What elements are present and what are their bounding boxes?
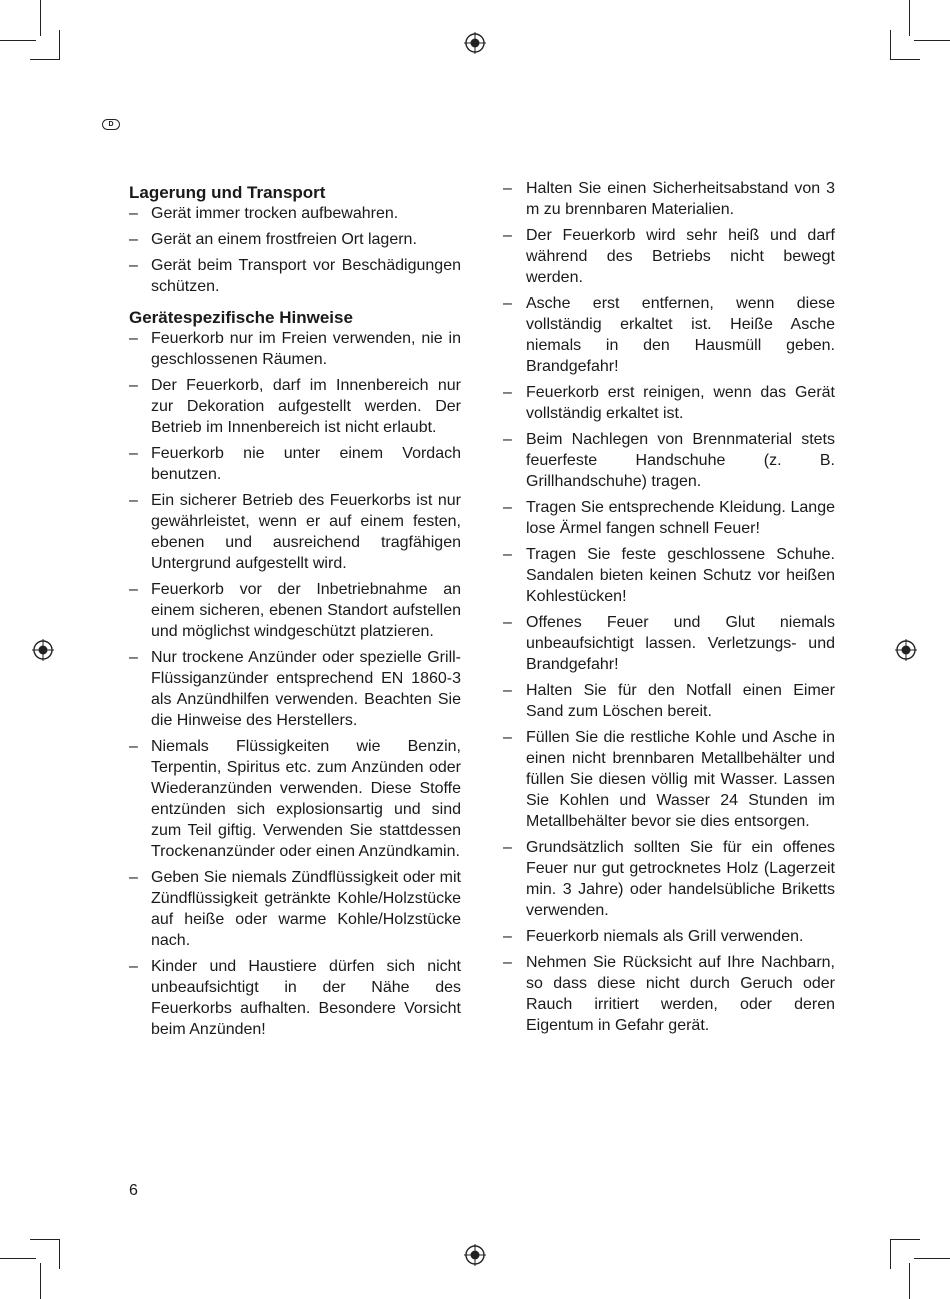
list-item — [503, 178, 835, 220]
list-item-text: Offenes Feuer und Glut niemals unbeaufsichtigt lassen. Verletzungs- und Brandgefahr! — [526, 614, 835, 673]
bullet-dash: – — [503, 928, 512, 945]
bullet-dash: – — [129, 738, 138, 755]
list-item-text: Gerät an einem frostfreien Ort lagern. — [151, 231, 417, 248]
left-column — [129, 178, 461, 1045]
list-item — [503, 429, 835, 492]
bullet-dash: – — [129, 445, 138, 462]
bullet-dash: – — [129, 205, 138, 222]
list-item-text: Kinder und Haustiere dürfen sich nicht unbeaufsichtigt in der Nähe des Feuerkorbs aufhalten. Besondere Vorsicht beim Anzünden! — [151, 958, 461, 1038]
list-item — [129, 490, 461, 574]
bullet-dash: – — [129, 330, 138, 347]
list-item — [503, 612, 835, 675]
bullet-dash: – — [503, 614, 512, 631]
list-item-text: Feuerkorb niemals als Grill verwenden. — [526, 928, 804, 945]
list-item — [129, 443, 461, 485]
language-badge: D — [102, 119, 120, 130]
list-item — [503, 680, 835, 722]
list-item-text: Feuerkorb vor der Inbetriebnahme an einem sicheren, ebenen Standort aufstellen und möglichst windgeschützt platzieren. — [151, 581, 461, 640]
bullet-dash: – — [503, 954, 512, 971]
list-item — [129, 375, 461, 438]
bullet-dash: – — [129, 869, 138, 886]
bullet-dash: – — [503, 180, 512, 197]
list-item — [129, 956, 461, 1040]
crop-mark-bottom-left-v — [40, 1263, 41, 1299]
bullet-dash: – — [503, 227, 512, 244]
list-item — [503, 497, 835, 539]
crop-mark-top-left-v — [40, 0, 41, 36]
list-item-text: Feuerkorb nur im Freien verwenden, nie in geschlossenen Räumen. — [151, 330, 461, 368]
bullet-dash: – — [129, 377, 138, 394]
bullet-dash: – — [129, 492, 138, 509]
list-item — [503, 225, 835, 288]
registration-mark-icon — [464, 32, 486, 54]
crop-mark-bottom-left-h — [0, 1258, 36, 1259]
crop-mark-top-left-h2 — [30, 59, 60, 60]
list-item-text: Grundsätzlich sollten Sie für ein offenes Feuer nur gut getrocknetes Holz (Lagerzeit min. 3 Jahre) oder handelsübliche Briketts verwenden. — [526, 839, 835, 919]
list-item-text: Der Feuerkorb, darf im Innenbereich nur zur Dekoration aufgestellt werden. Der Betrieb im Innenbereich ist nicht erlaubt. — [151, 377, 461, 436]
crop-mark-top-right-h2 — [890, 59, 920, 60]
storage-list — [129, 203, 461, 297]
list-item-text: Gerät beim Transport vor Beschädigungen schützen. — [151, 257, 461, 295]
list-item-text: Asche erst entfernen, wenn diese vollständig erkaltet ist. Heiße Asche niemals in den Hausmüll geben. Brandgefahr! — [526, 295, 835, 375]
bullet-dash: – — [129, 958, 138, 975]
page-number: 6 — [129, 1182, 138, 1199]
registration-mark-icon — [895, 639, 917, 661]
crop-mark-top-right-v2 — [890, 30, 891, 60]
list-item — [503, 544, 835, 607]
list-item — [129, 255, 461, 297]
list-item-text: Feuerkorb erst reinigen, wenn das Gerät vollständig erkaltet ist. — [526, 384, 835, 422]
crop-mark-bottom-right-h2 — [890, 1239, 920, 1240]
bullet-dash: – — [503, 729, 512, 746]
registration-mark-icon — [464, 1244, 486, 1266]
crop-mark-bottom-right-v2 — [890, 1239, 891, 1269]
list-item-text: Tragen Sie feste geschlossene Schuhe. Sandalen bieten keinen Schutz vor heißen Kohlestücken! — [526, 546, 835, 605]
list-item-text: Halten Sie für den Notfall einen Eimer Sand zum Löschen bereit. — [526, 682, 835, 720]
list-item — [129, 647, 461, 731]
list-item-text: Der Feuerkorb wird sehr heiß und darf während des Betriebs nicht bewegt werden. — [526, 227, 835, 286]
right-column — [503, 178, 835, 1041]
device-notes-list — [129, 328, 461, 1040]
bullet-dash: – — [503, 384, 512, 401]
list-item — [503, 727, 835, 832]
list-item-text: Ein sicherer Betrieb des Feuerkorbs ist nur gewährleistet, wenn er auf einem festen, ebenen und ausreichend tragfähigen Untergrund aufgestellt wird. — [151, 492, 461, 572]
bullet-dash: – — [503, 546, 512, 563]
list-item — [503, 926, 835, 947]
crop-mark-top-left-v2 — [59, 30, 60, 60]
bullet-dash: – — [503, 839, 512, 856]
list-item — [129, 328, 461, 370]
list-item — [503, 382, 835, 424]
list-item-text: Füllen Sie die restliche Kohle und Asche in einen nicht brennbaren Metallbehälter und füllen Sie diesen völlig mit Wasser. Lassen Sie Kohlen und Wasser 24 Stunden im Metallbehälter bevor sie dies entsorgen. — [526, 729, 835, 830]
crop-mark-bottom-right-v — [909, 1263, 910, 1299]
list-item — [129, 579, 461, 642]
list-item-text: Geben Sie niemals Zündflüssigkeit oder mit Zündflüssigkeit getränkte Kohle/Holzstücke auf heiße oder warme Kohle/Holzstücke nach. — [151, 869, 461, 949]
section-heading-storage: Lagerung und Transport — [129, 183, 326, 202]
list-item-text: Halten Sie einen Sicherheitsabstand von 3 m zu brennbaren Materialien. — [526, 180, 835, 218]
bullet-dash: – — [129, 257, 138, 274]
crop-mark-top-left-h — [0, 40, 36, 41]
crop-mark-bottom-left-v2 — [59, 1239, 60, 1269]
list-item — [129, 229, 461, 250]
section-heading-device-notes: Gerätespezifische Hinweise — [129, 308, 353, 327]
list-item-text: Gerät immer trocken aufbewahren. — [151, 205, 399, 222]
list-item — [129, 736, 461, 862]
bullet-dash: – — [503, 682, 512, 699]
bullet-dash: – — [129, 581, 138, 598]
list-item-text: Nehmen Sie Rücksicht auf Ihre Nachbarn, so dass diese nicht durch Geruch oder Rauch irritiert werden, oder deren Eigentum in Gefahr gerät. — [526, 954, 835, 1034]
registration-mark-icon — [32, 639, 54, 661]
list-item — [129, 203, 461, 224]
list-item-text: Feuerkorb nie unter einem Vordach benutzen. — [151, 445, 461, 483]
list-item-text: Niemals Flüssigkeiten wie Benzin, Terpentin, Spiritus etc. zum Anzünden oder Wiederanzünden verwenden. Diese Stoffe entzünden sich explosionsartig und sind zum Teil giftig. Verwenden Sie stattdessen Trockenanzünder oder einen Anzündkamin. — [151, 738, 461, 860]
list-item — [503, 837, 835, 921]
crop-mark-top-right-v — [909, 0, 910, 36]
list-item — [503, 293, 835, 377]
safety-notes-list — [503, 178, 835, 1036]
bullet-dash: – — [503, 295, 512, 312]
crop-mark-top-right-h — [914, 40, 950, 41]
bullet-dash: – — [503, 431, 512, 448]
list-item — [129, 867, 461, 951]
crop-mark-bottom-left-h2 — [30, 1239, 60, 1240]
bullet-dash: – — [129, 649, 138, 666]
bullet-dash: – — [503, 499, 512, 516]
list-item-text: Tragen Sie entsprechende Kleidung. Lange lose Ärmel fangen schnell Feuer! — [526, 499, 835, 537]
crop-mark-bottom-right-h — [914, 1258, 950, 1259]
list-item-text: Nur trockene Anzünder oder spezielle Grill-Flüssiganzünder entsprechend EN 1860-3 als Anzündhilfen verwenden. Beachten Sie die Hinweise des Herstellers. — [151, 649, 461, 729]
list-item — [503, 952, 835, 1036]
bullet-dash: – — [129, 231, 138, 248]
list-item-text: Beim Nachlegen von Brennmaterial stets feuerfeste Handschuhe (z. B. Grillhandschuhe) tragen. — [526, 431, 835, 490]
